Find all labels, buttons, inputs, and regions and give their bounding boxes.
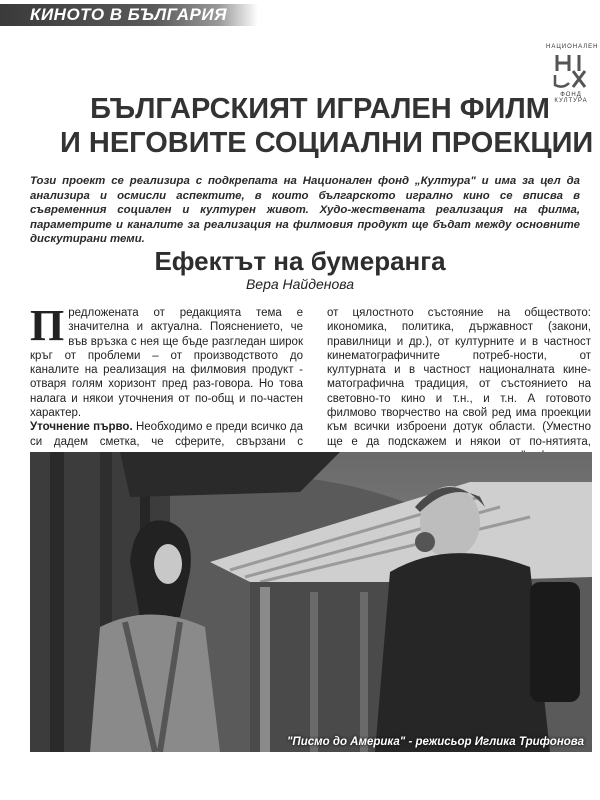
left-paragraph-2-lead: Уточнение първо. (30, 421, 133, 434)
main-title (60, 92, 594, 160)
logo-mark-icon (551, 51, 591, 91)
film-still-photo (30, 452, 592, 752)
section-label: КИНОТО В БЪЛГАРИЯ (30, 5, 227, 24)
section-banner (0, 4, 258, 26)
main-title-line-2: И НЕГОВИТЕ СОЦИАЛНИ ПРОЕКЦИИ (60, 127, 594, 159)
intro-paragraph: Този проект се реализира с подкрепата на Национален фонд „Култура" и има за цел да анализира и осмисли аспектите, в които българското игрално кино се вписва в съвременния социален и културен живот. Худо-жествената реализация на филма, параметрите и каналите за реализация на филмовия продукт ще бъдат между основните дискутирани теми. (30, 175, 580, 245)
left-paragraph-1: редложената от редакцията тема е значителна и актуална. Пояснението, че във връзка с нея ще бъде разгледан широк кръг от проблеми – от производството до каналите на реализация на филмовия продукт - отваря голям хоризонт пред раз-говора. Но това налага и някои уточнения от по-общ и по-частен характер. (30, 307, 303, 420)
left-paragraph-2: Необходимо е преди всичко да си дадем сметка, че сферите, свързани с (30, 421, 303, 448)
main-title-line-1: БЪЛГАРСКИЯТ ИГРАЛЕН ФИЛМ (90, 93, 550, 125)
article-author: Вера Найденова (245, 276, 355, 292)
film-still-image (30, 452, 592, 752)
logo-bottom-text-1: ФОНД (560, 92, 582, 98)
drop-cap: П (30, 301, 65, 350)
photo-caption: "Писмо до Америка" - режисьор Иглика Трифонова (286, 736, 584, 748)
logo-bottom-text-2: КУЛТУРА (554, 98, 588, 104)
right-paragraph-1: от цялостното състояние на обществото: икономика, политика, държавност (закони, правилници и др.), от културните и в частност кинематографичните потреб-ности, от културната и в частност националната кине-матографична традиция, от състоянието на световно-то кино и т.н., и т.н. А готовото филмово творчество на свой ред има проекции към всички изброени дотук области. (Уместно ще е да подскажем и някои от по-нятията, (327, 307, 591, 448)
article-title: Ефектът на бумеранга (154, 246, 446, 276)
logo-top-text: НАЦИОНАЛЕН (546, 44, 599, 50)
